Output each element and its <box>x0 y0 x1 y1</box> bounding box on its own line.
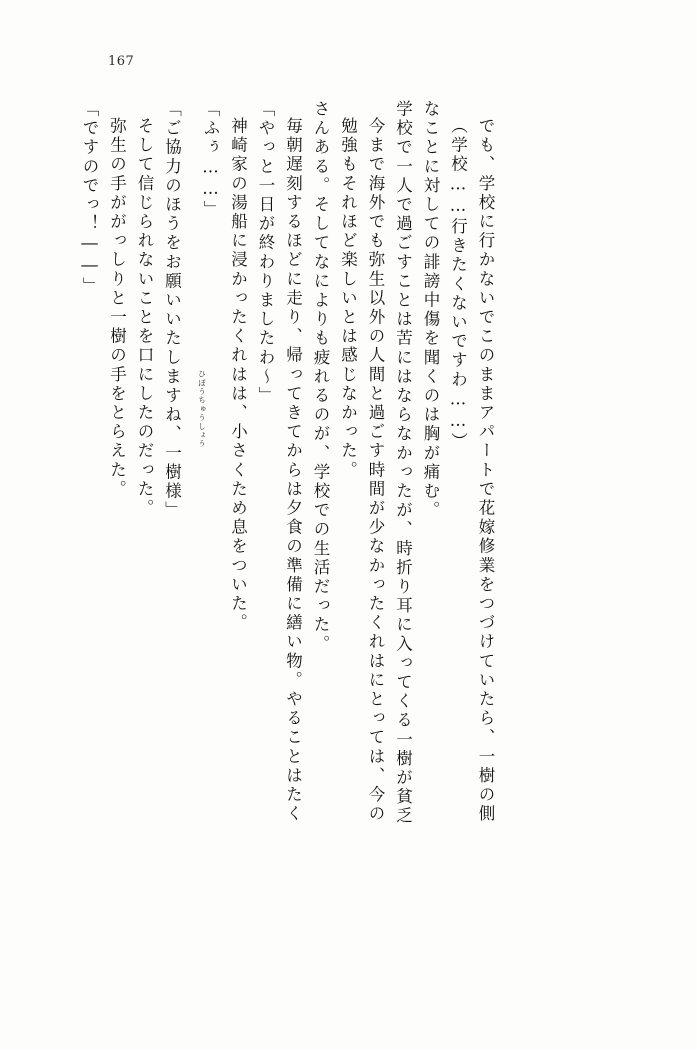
text-column: 勉強もそれほど楽しいとは感じなかった。 <box>338 117 358 480</box>
text-column: さんある。そしてなによりも疲れるのが、学校での生活だった。 <box>311 100 330 654</box>
text-column: 弥生の手ががっしりと一樹の手をとらえた。 <box>107 117 127 499</box>
text-column: 神崎家の湯船に浸かったくれはは、小さくため息をついた。 <box>228 117 248 633</box>
text-column: 「ふぅ……」 <box>201 100 220 220</box>
text-column: 学校で一人で過ごすことは苦にはならなかったが、時折り耳に入ってくる一樹が貧乏 <box>393 100 413 826</box>
vertical-text-body <box>75 100 635 980</box>
text-column: 「ご協力のほうをお願いいたしますね、一樹様」 <box>162 100 182 521</box>
text-column: 「ですのでっ！――」 <box>80 100 99 296</box>
text-column: 毎朝遅刻するほどに走り、帰ってきてからは夕食の準備に繕い物。やることはたく <box>283 117 303 824</box>
page-number: 167 <box>108 54 135 69</box>
text-column: （学校……行きたくないですわ……） <box>448 117 468 452</box>
text-column: 「やっと一日が終わりましたわ〜」 <box>256 100 275 406</box>
text-column-with-ruby: なことに対しての誹謗中傷を聞くのは胸が痛む。 <box>421 100 440 521</box>
ruby-reading: ひぼうちゅうしょう <box>197 370 207 449</box>
text-column: 今まで海外でも弥生以外の人間と過ごす時間が少なかったくれはにとっては、今の <box>366 117 385 824</box>
text-column: そして信じられないことを口にしたのだった。 <box>135 117 154 519</box>
text-column: でも、学校に行かないでこのままアパートで花嫁修業をつづけていたら、一樹の側 <box>476 117 495 824</box>
text-column-blank <box>185 100 196 980</box>
